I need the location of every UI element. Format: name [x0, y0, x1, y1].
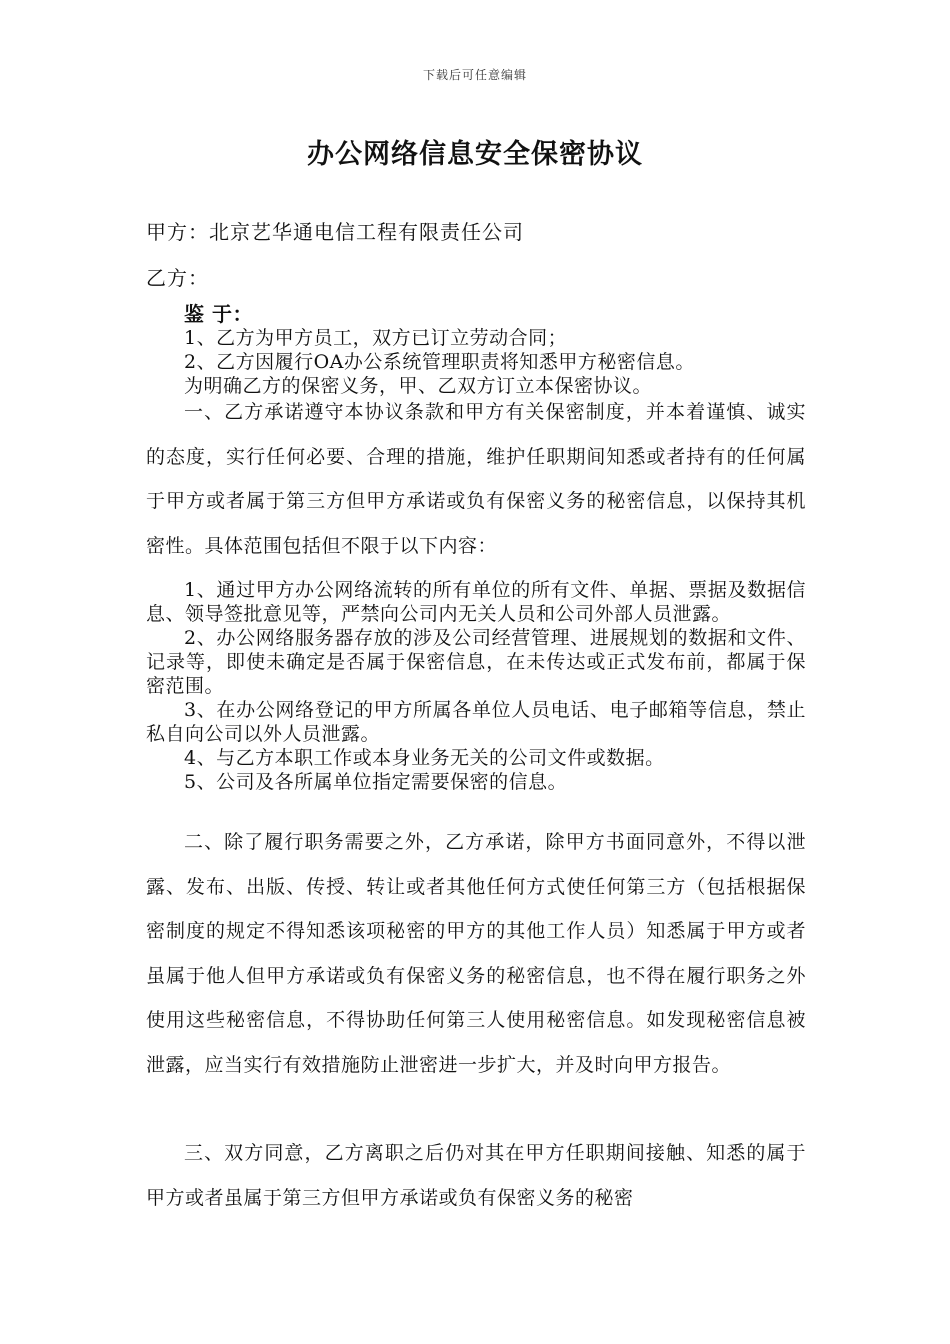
scope-item: 4、与乙方本职工作或本身业务无关的公司文件或数据。 — [184, 747, 665, 769]
party-a-line: 甲方：北京艺华通电信工程有限责任公司 — [146, 220, 524, 244]
whereas-item: 2、乙方因履行OA办公系统管理职责将知悉甲方秘密信息。 — [184, 351, 695, 373]
clause-two-text: 二、除了履行职务需要之外，乙方承诺，除甲方书面同意外，不得以泄露、发布、出版、传授、转让或者其他任何方式使任何第三方（包括根据保密制度的规定不得知悉该项秘密的甲方的其他工作人员）知悉属于甲方或者虽属于他人但甲方承诺或负有保密义务的秘密信息，也不得在履行职务之外使用这些秘密信息，不得协助任何第三人使用秘密信息。如发现秘密信息被泄露，应当实行有效措施防止泄密进一步扩大，并及时向甲方报告。 — [146, 831, 806, 1076]
scope-list — [146, 578, 806, 794]
clause-one — [146, 390, 806, 568]
document-title: 办公网络信息安全保密协议 — [307, 139, 643, 170]
clause-one-text: 一、乙方承诺遵守本协议条款和甲方有关保密制度，并本着谨慎、诚实的态度，实行任何必要、合理的措施，维护任职期间知悉或者持有的任何属于甲方或者属于第三方但甲方承诺或负有保密义务的秘密信息，以保持其机密性。具体范围包括但不限于以下内容： — [146, 401, 806, 557]
header-note: 下载后可任意编辑 — [422, 68, 527, 82]
clause-three — [146, 1131, 806, 1220]
whereas-item: 1、乙方为甲方员工，双方已订立劳动合同； — [184, 327, 568, 349]
clause-three-text: 三、双方同意，乙方离职之后仍对其在甲方任职期间接触、知悉的属于甲方或者虽属于第三方但甲方承诺或负有保密义务的秘密 — [146, 1142, 806, 1209]
whereas-item: 为明确乙方的保密义务，甲、乙双方订立本保密协议。 — [184, 375, 653, 397]
clause-two — [146, 820, 806, 1087]
scope-item: 1、通过甲方办公网络流转的所有单位的所有文件、单据、票据及数据信息、领导签批意见等，严禁向公司内无关人员和公司外部人员泄露。 — [146, 579, 806, 625]
party-b-line: 乙方： — [146, 266, 209, 290]
whereas-heading: 鉴 于： — [184, 302, 253, 326]
scope-item: 5、公司及各所属单位指定需要保密的信息。 — [184, 771, 568, 793]
whereas-section — [146, 302, 806, 398]
scope-item: 2、办公网络服务器存放的涉及公司经营管理、进展规划的数据和文件、记录等，即使未确定是否属于保密信息，在未传达或正式发布前，都属于保密范围。 — [146, 627, 806, 697]
scope-item: 3、在办公网络登记的甲方所属各单位人员电话、电子邮箱等信息，禁止私自向公司以外人员泄露。 — [146, 699, 806, 745]
